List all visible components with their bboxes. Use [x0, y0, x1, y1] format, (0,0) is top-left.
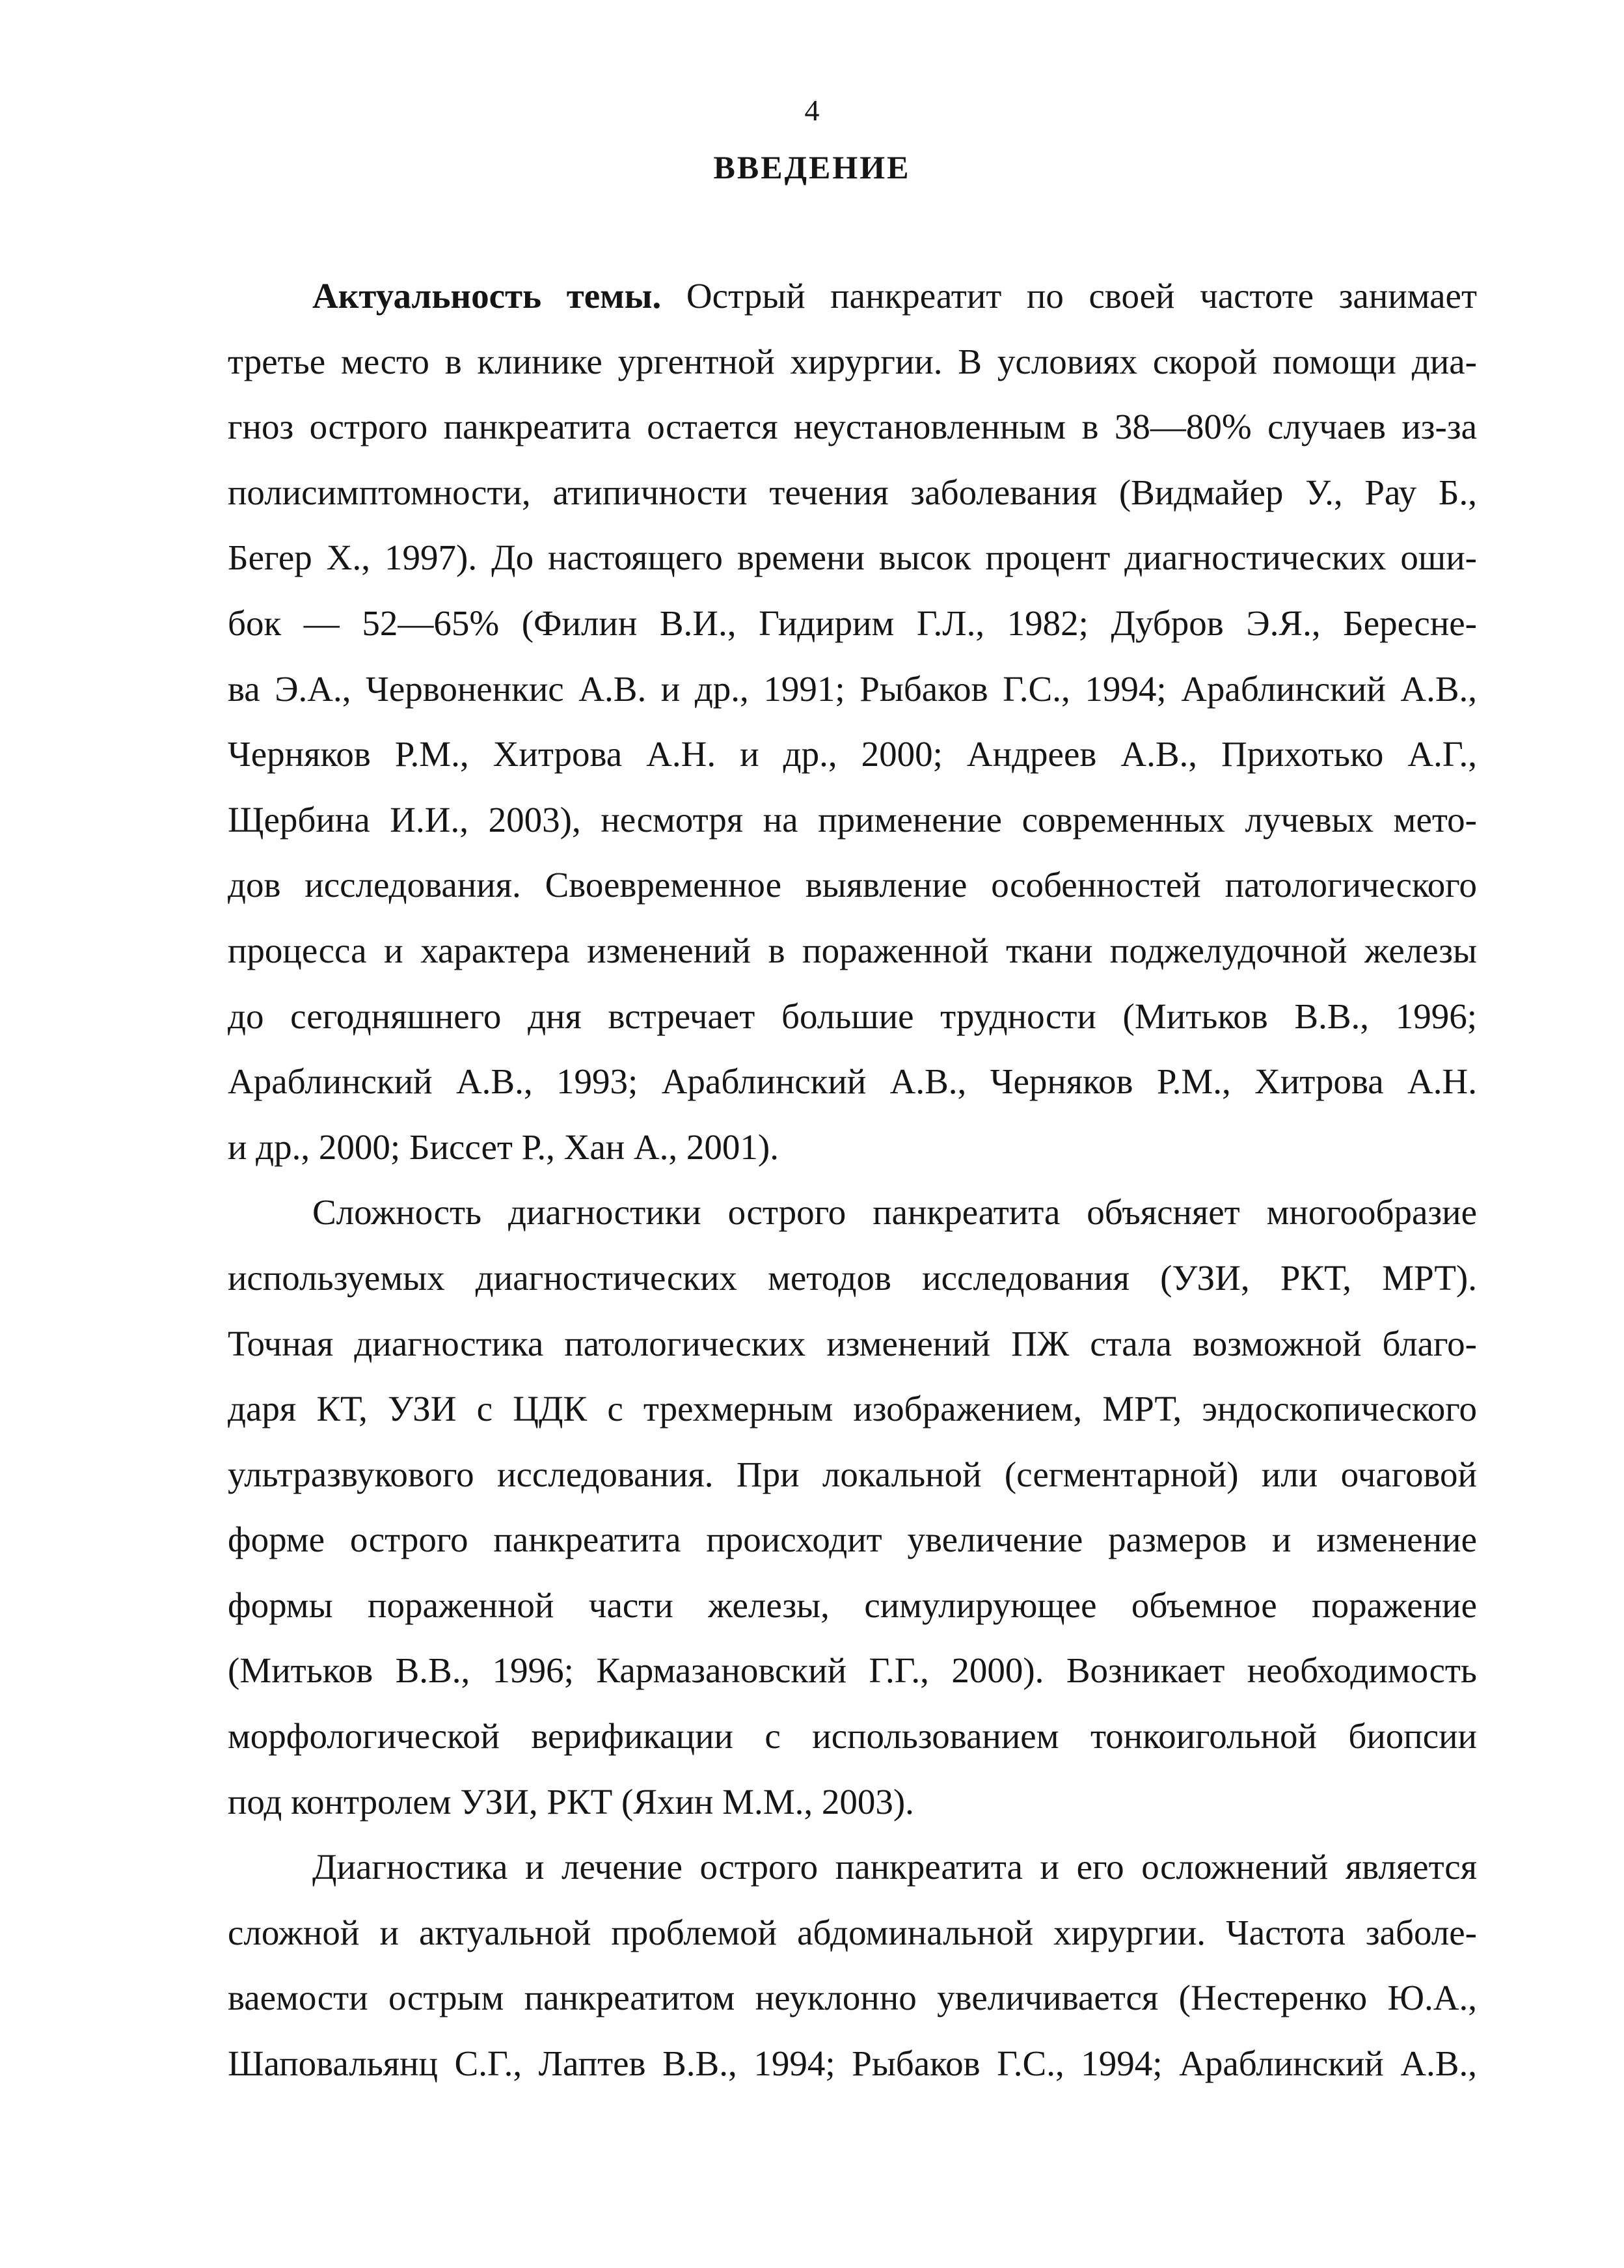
- paragraph-line: ультразвукового исследования. При локальной (сегментарной) или очаговой: [228, 1454, 1477, 1494]
- paragraph-line: и др., 2000; Биссет Р., Хан А., 2001).: [228, 1127, 779, 1167]
- paragraph-line: Сложность диагностики острого панкреатита объясняет многообразие: [312, 1192, 1477, 1233]
- paragraph-line: даря КТ, УЗИ с ЦДК с трехмерным изображением, МРТ, эндоскопического: [228, 1389, 1477, 1429]
- paragraph-line: Бегер Х., 1997). До настоящего времени высок процент диагностических оши-: [228, 538, 1477, 578]
- paragraph-line: Диагностика и лечение острого панкреатита и его осложнений является: [312, 1847, 1477, 1887]
- paragraph-line: полисимптомности, атипичности течения заболевания (Видмайер У., Рау Б.,: [228, 472, 1477, 512]
- section-heading: ВВЕДЕНИЕ: [713, 149, 911, 185]
- paragraph-line: Шаповальянц С.Г., Лаптев В.В., 1994; Рыбаков Г.С., 1994; Араблинский А.В.,: [228, 2043, 1477, 2084]
- paragraph-line: гноз острого панкреатита остается неустановленным в 38—80% случаев из-за: [228, 407, 1477, 447]
- paragraph-line: Точная диагностика патологических изменений ПЖ стала возможной благо-: [228, 1323, 1477, 1363]
- paragraph-line: сложной и актуальной проблемой абдоминальной хирургии. Частота заболе-: [228, 1912, 1477, 1952]
- paragraph-diagnostics-complexity: [228, 1180, 1477, 1835]
- paragraph-line: ваемости острым панкреатитом неуклонно увеличивается (Нестеренко Ю.А.,: [228, 1978, 1477, 2018]
- paragraph-line: морфологической верификации с использованием тонкоигольной биопсии: [228, 1716, 1477, 1756]
- paragraph-line: ва Э.А., Червоненкис А.В. и др., 1991; Рыбаков Г.С., 1994; Араблинский А.В.,: [228, 668, 1477, 709]
- paragraph-line: процесса и характера изменений в пораженной ткани поджелудочной железы: [228, 930, 1477, 970]
- paragraph-line: Араблинский А.В., 1993; Араблинский А.В., Черняков Р.М., Хитрова А.Н.: [228, 1061, 1477, 1102]
- paragraph-line: дов исследования. Своевременное выявление особенностей патологического: [228, 865, 1477, 905]
- paragraph-line: форме острого панкреатита происходит увеличение размеров и изменение: [228, 1520, 1477, 1560]
- paragraph-line: до сегодняшнего дня встречает большие трудности (Митьков В.В., 1996;: [228, 996, 1477, 1036]
- paragraph-line: Щербина И.И., 2003), несмотря на применение современных лучевых мето-: [228, 799, 1477, 840]
- paragraph-line: бок — 52—65% (Филин В.И., Гидирим Г.Л., 1982; Дубров Э.Я., Береснe-: [228, 603, 1477, 643]
- paragraph-line: Черняков Р.М., Хитрова А.Н. и др., 2000; Андреев А.В., Прихотько А.Г.,: [228, 734, 1477, 774]
- paragraph-line: Актуальность темы. Острый панкреатит по своей частоте занимает: [312, 276, 1477, 316]
- body-text: [228, 264, 1477, 2097]
- paragraph-line: (Митьков В.В., 1996; Кармазановский Г.Г., 2000). Возникает необходимость: [228, 1650, 1477, 1691]
- paragraph-line: формы пораженной части железы, симулирующее объемное поражение: [228, 1585, 1477, 1625]
- page-number: 4: [804, 94, 820, 127]
- paragraph-treatment: [228, 1835, 1477, 2096]
- paragraph-line: третье место в клинике ургентной хирургии. В условиях скорой помощи диа-: [228, 341, 1477, 381]
- paragraph-lead: Актуальность темы.: [312, 276, 662, 316]
- paragraph-relevance: [228, 264, 1477, 1180]
- paragraph-line: под контролем УЗИ, РКТ (Яхин М.М., 2003).: [228, 1781, 914, 1822]
- paragraph-line: используемых диагностических методов исследования (УЗИ, РКТ, МРТ).: [228, 1257, 1477, 1298]
